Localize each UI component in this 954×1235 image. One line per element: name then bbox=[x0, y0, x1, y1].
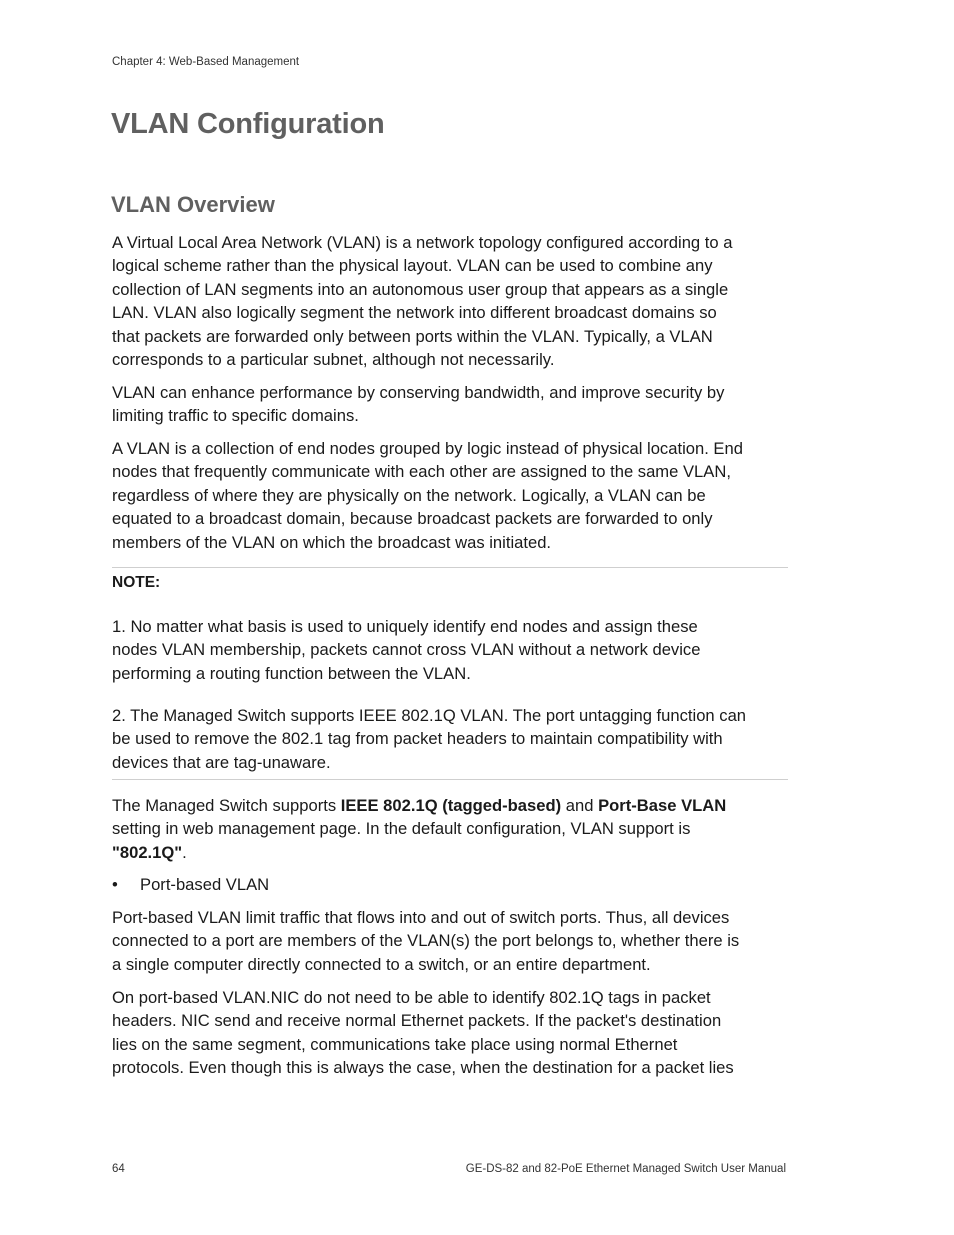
running-header: Chapter 4: Web-Based Management bbox=[112, 56, 300, 68]
text-line: performing a routing function between the VLAN. bbox=[112, 663, 471, 683]
bullet-item bbox=[112, 873, 269, 896]
bullet-symbol: • bbox=[112, 875, 118, 894]
text-line: equated to a broadcast domain, because broadcast packets are forwarded to only bbox=[112, 509, 713, 529]
port-paragraph-2 bbox=[112, 986, 792, 1080]
text-line: 2. The Managed Switch supports IEEE 802.1Q VLAN. The port untagging function can bbox=[112, 706, 747, 725]
text-line: that packets are forwarded only between ports within the VLAN. Typically, a VLAN bbox=[112, 326, 713, 346]
support-paragraph bbox=[112, 794, 792, 864]
text-line: members of the VLAN on which the broadcast was initiated. bbox=[112, 532, 552, 552]
text-line: nodes VLAN membership, packets cannot cross VLAN without a network device bbox=[112, 640, 701, 660]
text-line: On port-based VLAN.NIC do not need to be able to identify 802.1Q tags in packet bbox=[112, 988, 711, 1007]
port-paragraph-1 bbox=[112, 906, 792, 976]
text-line: collection of LAN segments into an autonomous user group that appears as a single bbox=[112, 279, 729, 299]
text-line: corresponds to a particular subnet, although not necessarily. bbox=[112, 350, 555, 370]
note-item-1 bbox=[112, 615, 792, 685]
text-line: a single computer directly connected to a switch, or an entire department. bbox=[112, 954, 651, 974]
overview-paragraph-1 bbox=[112, 231, 792, 371]
text-line: setting in web management page. In the default configuration, VLAN support is bbox=[112, 819, 691, 839]
bullet-text: Port-based VLAN bbox=[140, 875, 270, 894]
note-item-2 bbox=[112, 704, 792, 774]
text-line: limiting traffic to specific domains. bbox=[112, 406, 359, 426]
text-line: lies on the same segment, communications take place using normal Ethernet bbox=[112, 1034, 678, 1054]
text-line: headers. NIC send and receive normal Ethernet packets. If the packet's destination bbox=[112, 1011, 722, 1031]
text-run: and bbox=[561, 796, 599, 815]
text-line: Port-based VLAN limit traffic that flows into and out of switch ports. Thus, all devices bbox=[112, 908, 730, 927]
bold-text: Port-Base VLAN bbox=[598, 796, 727, 815]
text-line: A VLAN is a collection of end nodes grouped by logic instead of physical location. End bbox=[112, 439, 743, 458]
text-line: 1. No matter what basis is used to uniquely identify end nodes and assign these bbox=[112, 617, 698, 636]
bold-text: IEEE 802.1Q (tagged-based) bbox=[340, 796, 562, 815]
text-line: regardless of where they are physically on the network. Logically, a VLAN can be bbox=[112, 485, 706, 505]
text-line: be used to remove the 802.1 tag from packet headers to maintain compatibility with bbox=[112, 729, 723, 749]
text-line: logical scheme rather than the physical layout. VLAN can be used to combine any bbox=[112, 256, 713, 276]
manual-title: GE-DS-82 and 82-PoE Ethernet Managed Switch User Manual bbox=[465, 1163, 786, 1175]
text-line: nodes that frequently communicate with each other are assigned to the same VLAN, bbox=[112, 462, 731, 482]
text-line: protocols. Even though this is always the case, when the destination for a packet lies bbox=[112, 1058, 734, 1078]
text-line: connected to a port are members of the VLAN(s) the port belongs to, whether there is bbox=[112, 931, 740, 951]
note-top-divider bbox=[112, 567, 788, 568]
note-label: NOTE: bbox=[112, 574, 161, 591]
bold-text: "802.1Q" bbox=[112, 842, 183, 862]
text-line: A Virtual Local Area Network (VLAN) is a network topology configured according to a bbox=[112, 233, 733, 252]
text-line: devices that are tag-unaware. bbox=[112, 752, 331, 772]
section-title: VLAN Overview bbox=[111, 192, 275, 217]
overview-paragraph-3 bbox=[112, 437, 792, 554]
overview-paragraph-2 bbox=[112, 381, 792, 428]
page-number: 64 bbox=[112, 1163, 125, 1175]
text-line: VLAN can enhance performance by conserving bandwidth, and improve security by bbox=[112, 383, 725, 402]
text-run: . bbox=[182, 842, 187, 862]
page-title: VLAN Configuration bbox=[111, 108, 385, 140]
text-line: LAN. VLAN also logically segment the network into different broadcast domains so bbox=[112, 303, 717, 323]
note-bottom-divider bbox=[112, 779, 788, 780]
text-run: The Managed Switch supports bbox=[112, 796, 341, 815]
